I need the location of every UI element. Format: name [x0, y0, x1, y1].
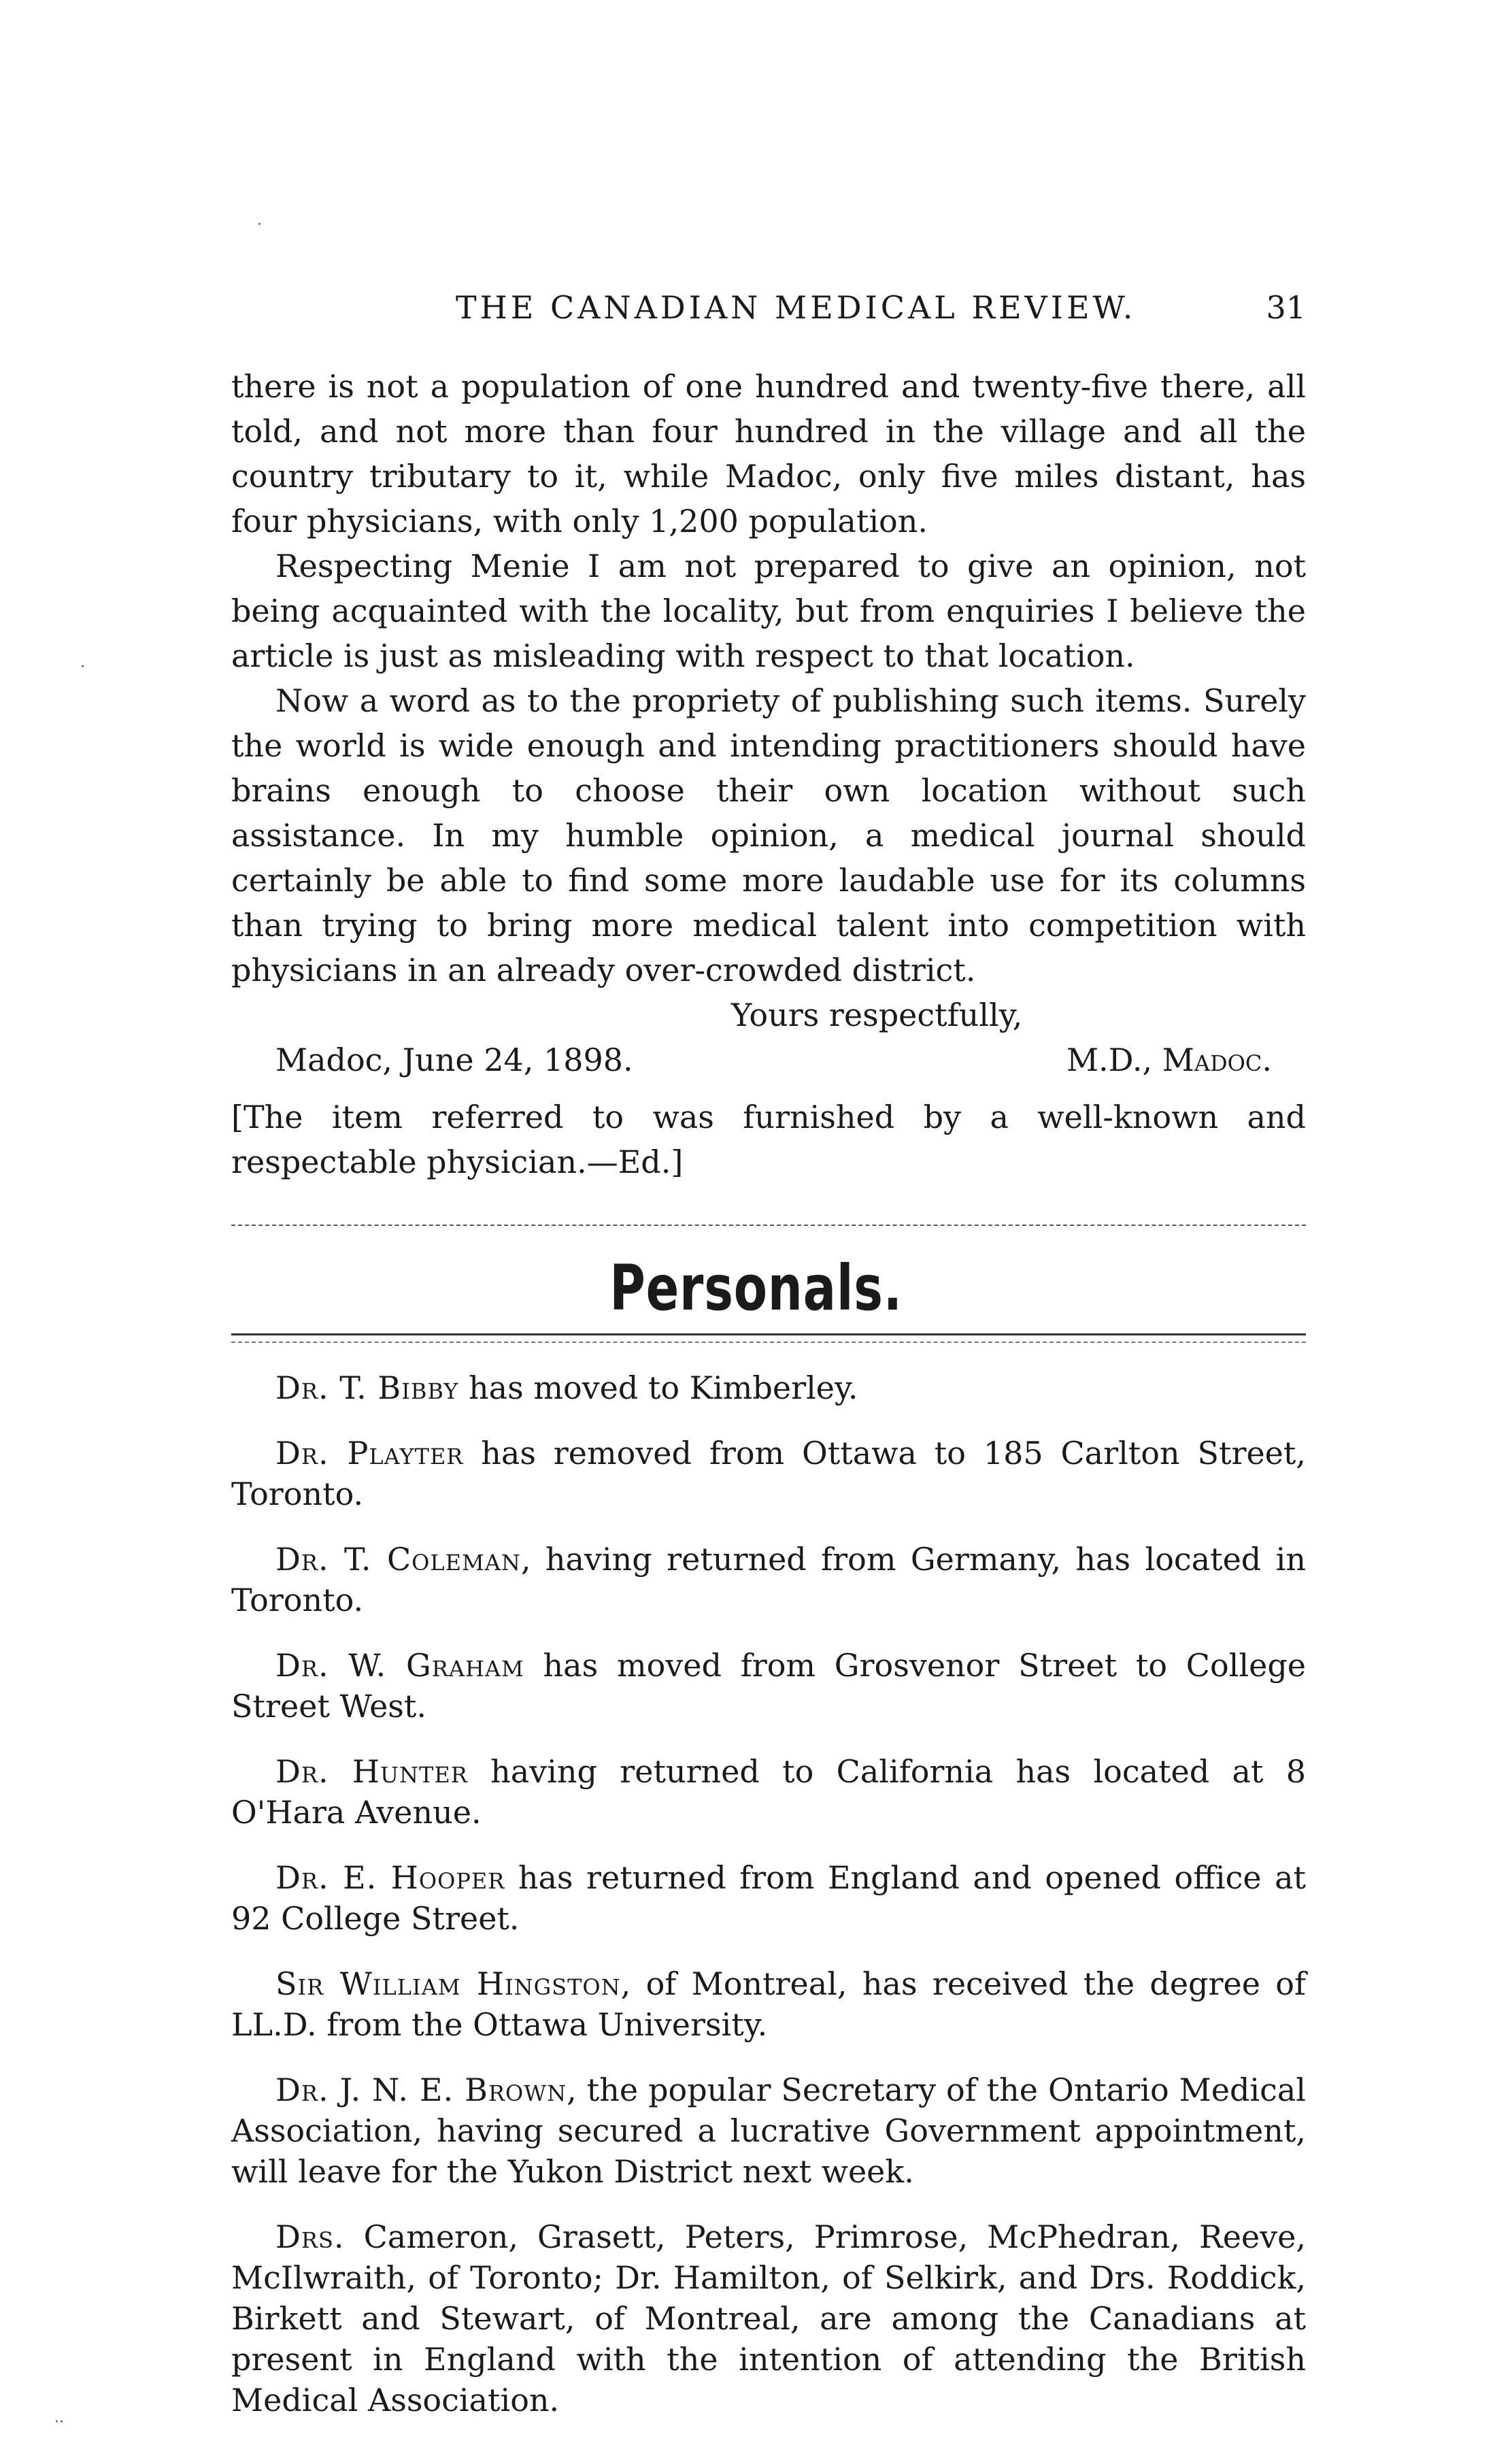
personal-item: [231, 2069, 1306, 2192]
personal-name: Dr. Playter: [275, 1435, 464, 1471]
journal-title: THE CANADIAN MEDICAL REVIEW.: [456, 289, 1137, 326]
letter-paragraph: Now a word as to the propriety of publishing such items. Surely the world is wide enough and intending practitioners should have brains enough to choose their own location without such assistance. In my humble opinion, a medical journal should certainly be able to find some more laudable use for its columns than trying to bring more medical talent into competition with physicians in an already over-crowded district.: [231, 682, 1306, 988]
personal-text: having returned to California has located at 8 O'Hara Avenue.: [231, 1753, 1306, 1831]
section-divider: [231, 1225, 1306, 1226]
letter-signature: M.D., Madoc.: [1066, 1042, 1272, 1078]
signature-line: [231, 1037, 1306, 1082]
personal-text: has moved from Grosvenor Street to College Street West.: [231, 1647, 1307, 1725]
personal-item: [231, 1367, 1306, 1408]
personal-name: Dr. E. Hooper: [275, 1859, 505, 1896]
personal-name: Sir William Hingston: [275, 1965, 621, 2002]
heading-rule: [231, 1333, 1306, 1335]
scan-speck: ··: [54, 2414, 64, 2431]
personal-item: [231, 1539, 1306, 1620]
letter-paragraph: there is not a population of one hundred and twenty-five there, all told, and not more than four hundred in the village and all the country tributary to it, while Madoc, only five miles distant, has four physicians, with only 1,200 population.: [231, 368, 1306, 539]
personal-text: , having returned from Germany, has located in Toronto.: [231, 1541, 1306, 1618]
personal-name: Dr. W. Graham: [275, 1647, 524, 1684]
scan-speck: ·: [257, 216, 262, 233]
running-header: [231, 289, 1306, 337]
personal-item: [231, 2216, 1306, 2421]
page-number: 31: [1266, 289, 1306, 326]
personal-name: Dr. T. Coleman: [275, 1541, 521, 1578]
personal-item: [231, 1857, 1306, 1939]
personal-text: has removed from Ottawa to 185 Carlton Street, Toronto.: [231, 1435, 1307, 1512]
scan-speck: ·: [80, 659, 85, 676]
personal-name: Drs.: [275, 2218, 345, 2255]
personal-item: [231, 1433, 1306, 1514]
personals-list: [231, 1367, 1306, 2445]
personal-text: Cameron, Grasett, Peters, Primrose, McPhedran, Reeve, McIlwraith, of Toronto; Dr. Hamilton, of Selkirk, and Drs. Roddick, Birkett and Stewart, of Montreal, are among the Canadians at present in England with the intention of attending the British Medical Association.: [231, 2218, 1306, 2418]
letter-body: [231, 364, 1306, 1184]
personal-text: has moved to Kimberley.: [458, 1369, 858, 1406]
personal-item: [231, 1645, 1306, 1727]
letter-paragraph: Respecting Menie I am not prepared to give an opinion, not being acquainted with the locality, but from enquiries I believe the article is just as misleading with respect to that location.: [231, 548, 1306, 674]
personal-text: , the popular Secretary of the Ontario Medical Association, having secured a lucrative Government appointment, will leave for the Yukon District next week.: [231, 2072, 1307, 2190]
personal-name: Dr. J. N. E. Brown: [275, 2072, 567, 2108]
personal-text: has returned from England and opened office at 92 College Street.: [231, 1859, 1306, 1937]
personal-item: [231, 1963, 1306, 2045]
personal-name: Dr. T. Bibby: [275, 1369, 459, 1406]
personal-name: Dr. Hunter: [275, 1753, 468, 1790]
personal-item: [231, 1751, 1306, 1833]
section-heading: Personals.: [609, 1252, 903, 1325]
heading-rule-dashed: [231, 1342, 1306, 1343]
personal-text: , of Montreal, has received the degree of LL.D. from the Ottawa University.: [231, 1965, 1306, 2043]
editor-note: [The item referred to was furnished by a well-known and respectable physician.—Ed.]: [231, 1099, 1306, 1180]
letter-place-date: Madoc, June 24, 1898.: [275, 1042, 633, 1078]
letter-closing: Yours respectfully,: [731, 997, 1023, 1033]
